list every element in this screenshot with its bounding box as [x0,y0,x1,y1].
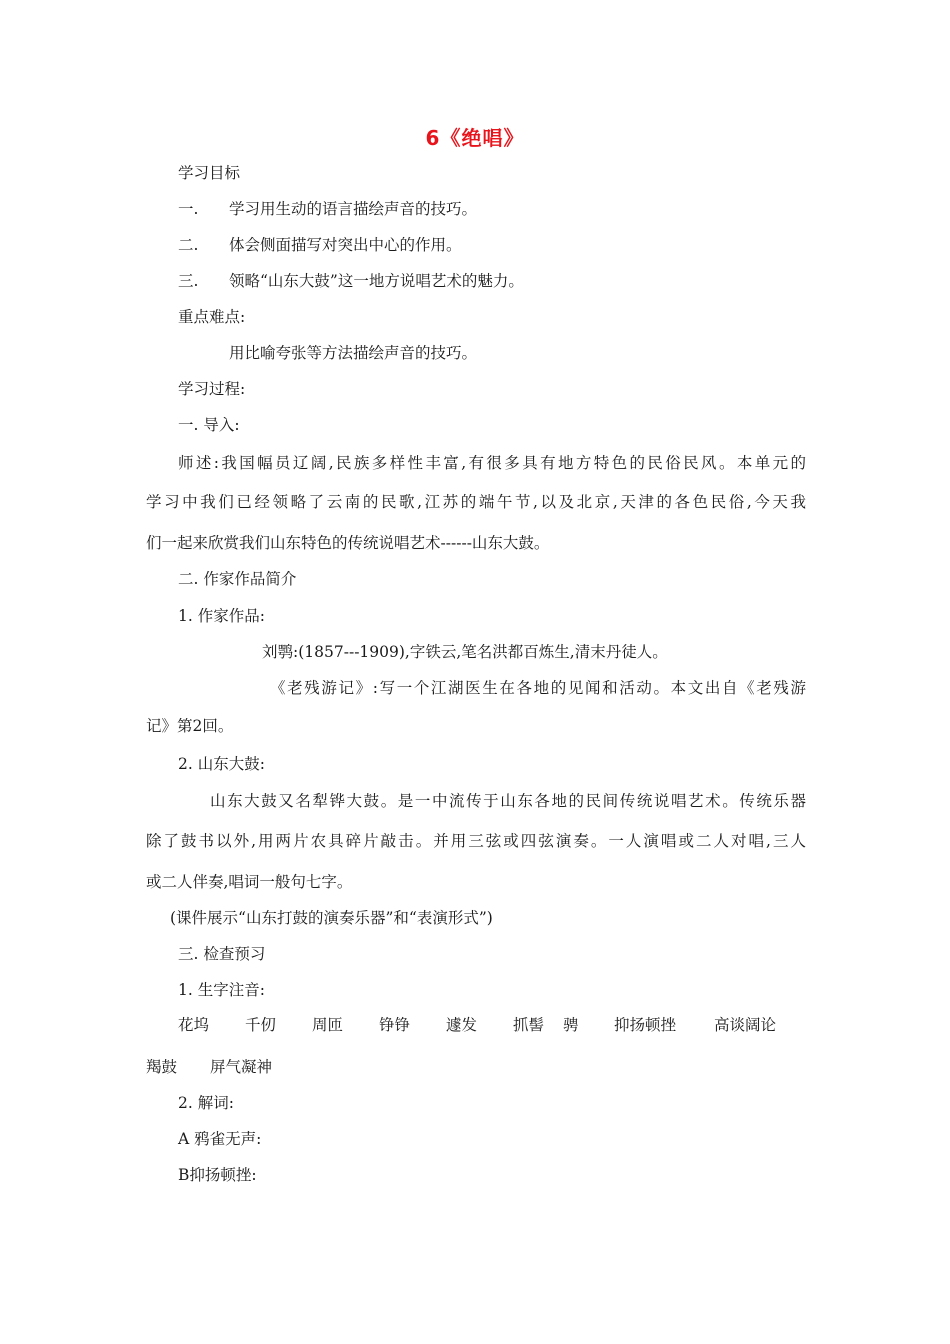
vocab-word-11: 屏气凝神 [210,1058,273,1076]
goal-number-2: 二. [178,236,199,254]
words-subheading: 2. 解词: [178,1094,234,1112]
drum-subheading: 2. 山东大鼓: [178,755,265,773]
intro-line-3: 们一起来欣赏我们山东特色的传统说唱艺术------山东大鼓。 [146,534,550,552]
drum-line-2: 除了鼓书以外,用两片农具碎片敲击。并用三弦或四弦演奏。一人演唱或二人对唱,三人 [146,832,806,850]
vocab-word-2: 千仞 [245,1016,277,1034]
intro-heading: 一. 导入: [178,416,240,434]
author-line: 刘鹗:(1857---1909),字铁云,笔名洪都百炼生,清末丹徒人。 [262,643,668,661]
process-heading: 学习过程: [178,380,246,398]
vocab-word-9: 高谈阔论 [714,1016,777,1034]
intro-line-2: 学习中我们已经领略了云南的民歌,江苏的端午节,以及北京,天津的各色民俗,今天我 [146,493,806,511]
book-line-2: 记》第2回。 [146,717,234,735]
goal-number-3: 三. [178,272,199,290]
courseware-note: (课件展示“山东打鼓的演奏乐器”和“表演形式”) [170,909,493,927]
author-heading: 二. 作家作品简介 [178,570,297,588]
vocab-word-8: 抑扬顿挫 [614,1016,677,1034]
word-a: A 鸦雀无声: [178,1130,262,1148]
preview-heading: 三. 检查预习 [178,945,266,963]
drum-line-3: 或二人伴奏,唱词一般句七字。 [146,873,353,891]
vocab-word-6: 抓髻 [513,1016,545,1034]
book-line-1: 《老残游记》:写一个江湖医生在各地的见闻和活动。本文出自《老残游 [270,679,806,697]
goal-text-1: 学习用生动的语言描绘声音的技巧。 [229,200,478,218]
goals-heading: 学习目标 [178,164,241,182]
vocab-word-4: 铮铮 [379,1016,411,1034]
vocab-word-5: 遽发 [446,1016,478,1034]
vocab-word-1: 花坞 [178,1016,210,1034]
vocab-word-3: 周匝 [312,1016,344,1034]
drum-line-1: 山东大鼓又名犁铧大鼓。是一中流传于山东各地的民间传统说唱艺术。传统乐器 [210,792,806,810]
document-title: 6《绝唱》 [425,126,525,150]
goal-text-2: 体会侧面描写对突出中心的作用。 [229,236,462,254]
key-heading: 重点难点: [178,308,246,326]
vocab-word-10: 羯鼓 [146,1058,178,1076]
goal-number-1: 一. [178,200,199,218]
vocab-word-7: 骋 [563,1016,579,1034]
intro-line-1: 师述:我国幅员辽阔,民族多样性丰富,有很多具有地方特色的民俗民风。本单元的 [178,454,806,472]
key-text: 用比喻夸张等方法描绘声音的技巧。 [229,344,478,362]
word-b: B抑扬顿挫: [178,1166,257,1184]
author-subheading: 1. 作家作品: [178,607,265,625]
pinyin-subheading: 1. 生字注音: [178,981,265,999]
goal-text-3: 领略“山东大鼓”这一地方说唱艺术的魅力。 [229,272,524,290]
